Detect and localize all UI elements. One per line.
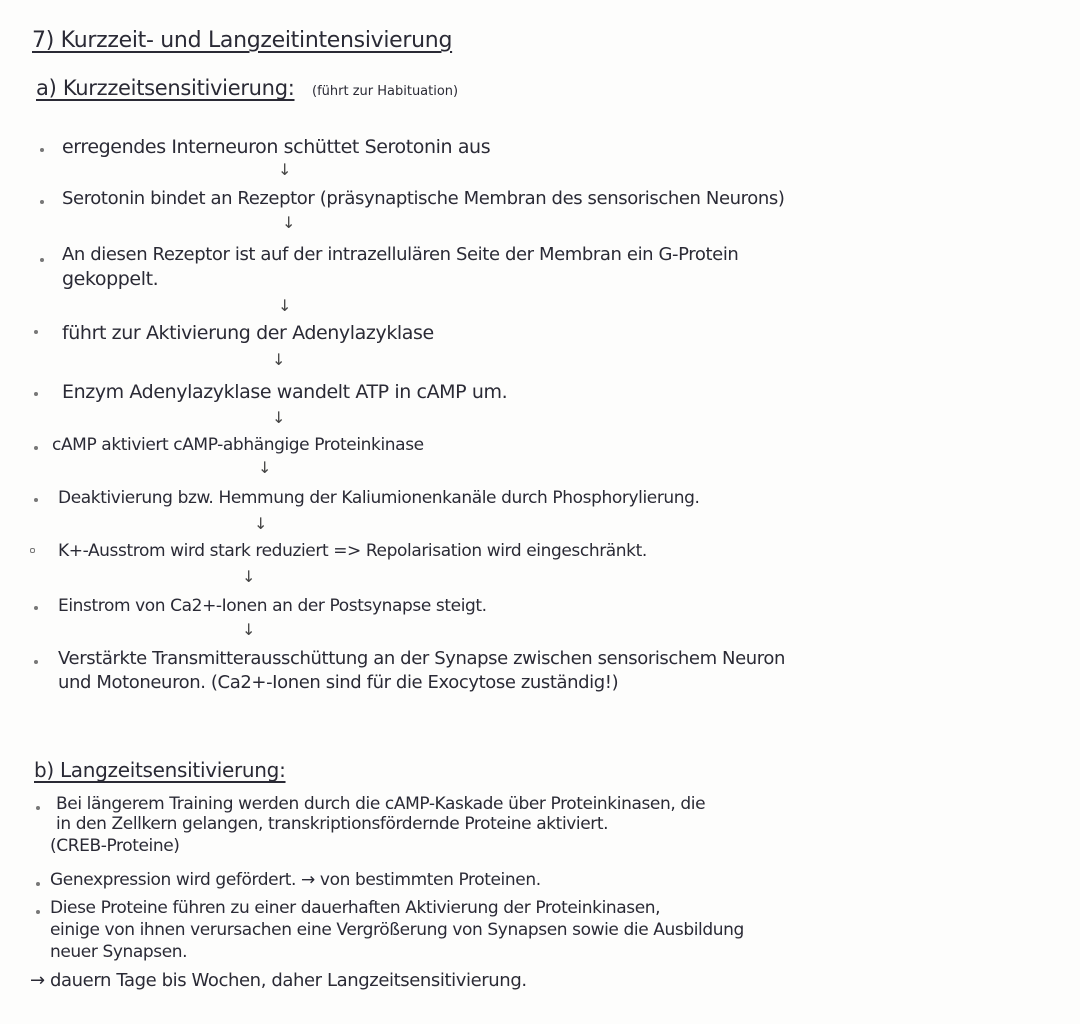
bullet [34,446,38,450]
bullet [36,910,40,914]
section-a-note: (führt zur Habituation) [312,84,459,99]
bullet [30,548,35,553]
section-b-conclusion: → dauern Tage bis Wochen, daher Langzeitsensitivierung. [30,970,527,991]
step-4: führt zur Aktivierung der Adenylazyklase [62,322,434,344]
step-3: An diesen Rezeptor ist auf der intrazellulären Seite der Membran ein G-Protein [62,244,739,265]
step-2: Serotonin bindet an Rezeptor (präsynaptische Membran des sensorischen Neurons) [62,188,785,209]
bullet [36,806,40,810]
step-10: Verstärkte Transmitterausschüttung an der Synapse zwischen sensorischem Neuron [58,648,786,669]
section-7-title: 7) Kurzzeit- und Langzeitintensivierung [32,28,453,53]
arrow-down-icon: ↓ [254,514,268,533]
bullet [34,660,38,664]
step-7: Deaktivierung bzw. Hemmung der Kaliumionenkanäle durch Phosphorylierung. [58,488,700,508]
step-9: Einstrom von Ca2+-Ionen an der Postsynapse steigt. [58,596,487,616]
section-b-line-1: Bei längerem Training werden durch die cAMP-Kaskade über Proteinkinasen, die [56,794,706,814]
step-8: K+-Ausstrom wird stark reduziert => Repolarisation wird eingeschränkt. [58,541,647,561]
section-a-title: a) Kurzzeitsensitivierung: [36,76,295,100]
section-b-line-6: einige von ihnen verursachen eine Vergrößerung von Synapsen sowie die Ausbildung [50,920,744,940]
arrow-down-icon: ↓ [242,567,256,586]
arrow-down-icon: ↓ [278,160,292,179]
bullet [40,200,44,204]
bullet [34,498,38,502]
step-5: Enzym Adenylazyklase wandelt ATP in cAMP um. [62,381,508,403]
step-3-cont: gekoppelt. [62,268,159,290]
step-6: cAMP aktiviert cAMP-abhängige Proteinkinase [52,435,424,455]
arrow-down-icon: ↓ [272,350,286,369]
section-b-line-2: in den Zellkern gelangen, transkriptionsfördernde Proteine aktiviert. [56,814,609,834]
step-1: erregendes Interneuron schüttet Serotonin aus [62,136,491,158]
bullet [34,606,38,610]
section-b-line-4: Genexpression wird gefördert. → von bestimmten Proteinen. [50,870,541,890]
bullet [40,258,44,262]
arrow-down-icon: ↓ [272,408,286,427]
bullet [34,330,38,334]
bullet [36,882,40,886]
section-b-title: b) Langzeitsensitivierung: [34,758,286,782]
section-b-line-3: (CREB-Proteine) [50,836,180,856]
bullet [40,148,44,152]
bullet [34,392,38,396]
arrow-down-icon: ↓ [282,213,296,232]
arrow-down-icon: ↓ [258,458,272,477]
step-10-cont: und Motoneuron. (Ca2+-Ionen sind für die Exocytose zuständig!) [58,672,619,693]
arrow-down-icon: ↓ [278,296,292,315]
section-b-line-5: Diese Proteine führen zu einer dauerhaften Aktivierung der Proteinkinasen, [50,898,661,918]
section-b-line-7: neuer Synapsen. [50,942,188,962]
arrow-down-icon: ↓ [242,620,256,639]
